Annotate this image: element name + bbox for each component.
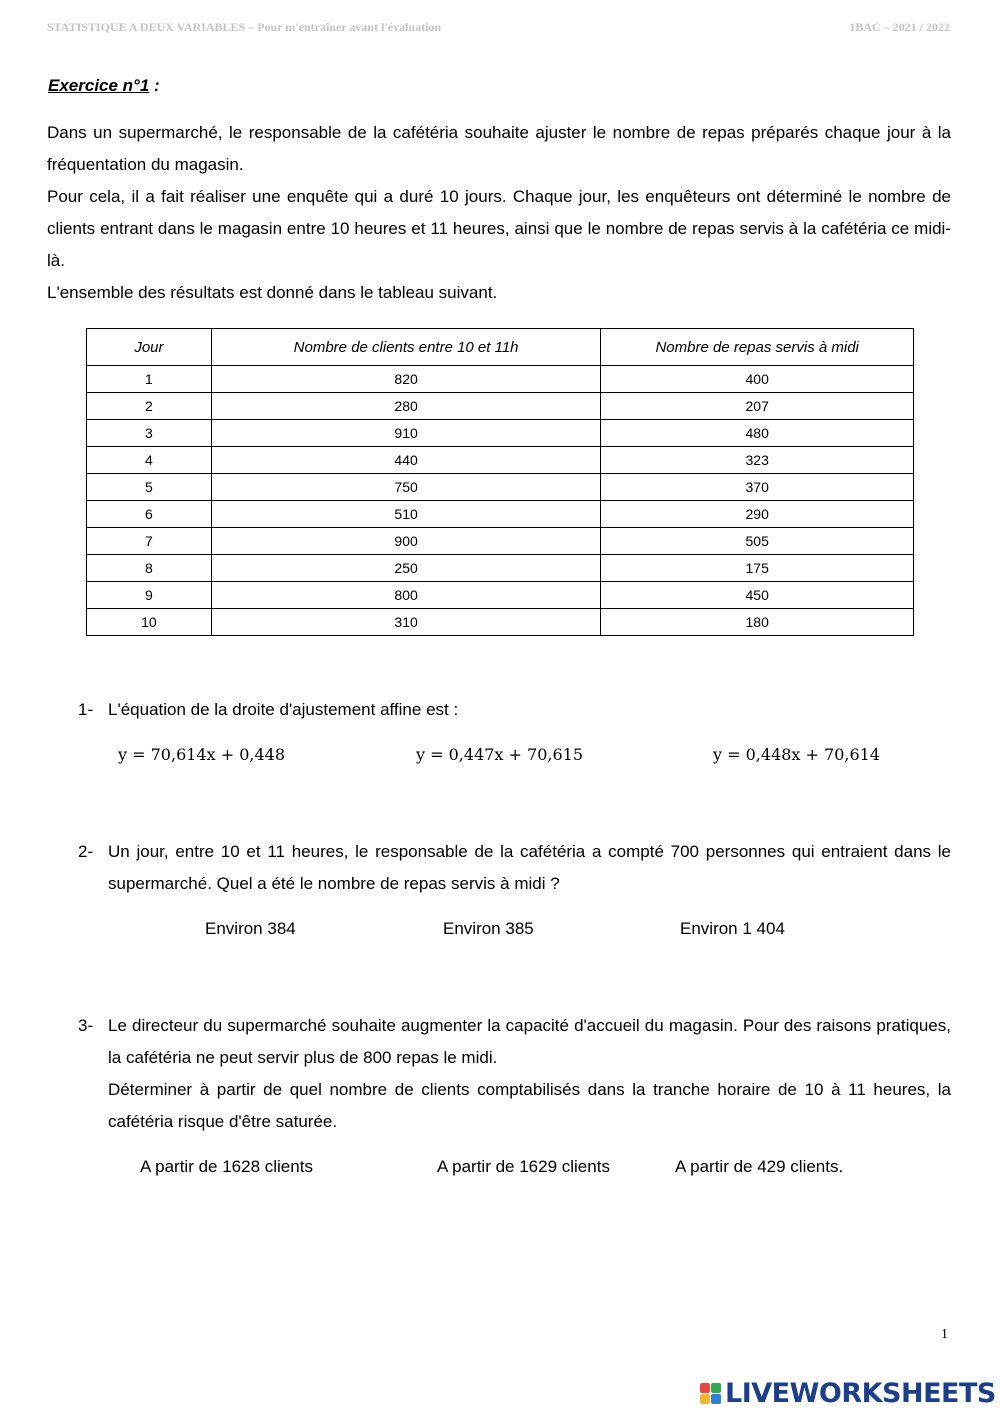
- paragraph-1: Dans un supermarché, le responsable de la cafétéria souhaite ajuster le nombre de repas préparés chaque jour à la fréquentation du magasin.: [47, 123, 951, 174]
- cell-clients: 310: [211, 609, 601, 636]
- table-row: [87, 366, 914, 393]
- cell-jour: 9: [87, 582, 212, 609]
- question-2-number: 2-: [78, 842, 94, 861]
- cell-repas: 505: [601, 528, 914, 555]
- cell-repas: 323: [601, 447, 914, 474]
- question-2-option-1[interactable]: Environ 384: [205, 919, 296, 938]
- cell-clients: 510: [211, 501, 601, 528]
- question-2-option-3[interactable]: Environ 1 404: [680, 919, 785, 938]
- cell-jour: 4: [87, 447, 212, 474]
- question-3-option-3[interactable]: A partir de 429 clients.: [675, 1157, 844, 1176]
- page-number: 1: [941, 1327, 948, 1342]
- table-row: [87, 447, 914, 474]
- table-header-row: [87, 329, 914, 366]
- table-header-repas: Nombre de repas servis à midi: [601, 329, 914, 366]
- cell-jour: 10: [87, 609, 212, 636]
- cell-jour: 1: [87, 366, 212, 393]
- table-row: [87, 528, 914, 555]
- table-row: [87, 582, 914, 609]
- header-right: 1BAC – 2021 / 2022: [849, 20, 950, 34]
- question-1-option-2[interactable]: y = 0,447x + 70,615: [416, 745, 584, 764]
- table-header-jour: Jour: [87, 329, 212, 366]
- cell-jour: 3: [87, 420, 212, 447]
- question-1-number: 1-: [78, 700, 94, 719]
- table-row: [87, 501, 914, 528]
- cell-repas: 400: [601, 366, 914, 393]
- table-row: [87, 420, 914, 447]
- cell-clients: 250: [211, 555, 601, 582]
- table-header-clients: Nombre de clients entre 10 et 11h: [211, 329, 601, 366]
- question-3: [78, 1010, 951, 1138]
- table-row: [87, 474, 914, 501]
- cell-repas: 207: [601, 393, 914, 420]
- logo-square-red: [700, 1383, 710, 1393]
- cell-clients: 280: [211, 393, 601, 420]
- question-2: [78, 836, 951, 900]
- cell-jour: 7: [87, 528, 212, 555]
- exercise-title: Exercice n°1 :: [48, 76, 160, 95]
- question-2-text: Un jour, entre 10 et 11 heures, le responsable de la cafétéria a compté 700 personnes qui entraient dans le supermarché. Quel a été le nombre de repas servis à midi ?: [108, 842, 951, 893]
- question-1-option-3[interactable]: y = 0,448x + 70,614: [713, 745, 881, 764]
- cell-repas: 450: [601, 582, 914, 609]
- question-3-option-2[interactable]: A partir de 1629 clients: [437, 1157, 610, 1176]
- cell-clients: 440: [211, 447, 601, 474]
- question-1: [78, 694, 951, 726]
- liveworksheets-icon: [700, 1383, 721, 1404]
- question-2-option-2[interactable]: Environ 385: [443, 919, 534, 938]
- cell-jour: 6: [87, 501, 212, 528]
- cell-repas: 370: [601, 474, 914, 501]
- liveworksheets-logo-text: LIVEWORKSHEETS: [725, 1377, 996, 1409]
- logo-square-green: [711, 1383, 721, 1393]
- liveworksheets-logo: [700, 1378, 996, 1408]
- data-table: [86, 328, 914, 636]
- cell-repas: 180: [601, 609, 914, 636]
- cell-clients: 910: [211, 420, 601, 447]
- question-3-option-1[interactable]: A partir de 1628 clients: [140, 1157, 313, 1176]
- cell-repas: 290: [601, 501, 914, 528]
- logo-square-yellow: [700, 1394, 710, 1404]
- table-row: [87, 555, 914, 582]
- cell-repas: 175: [601, 555, 914, 582]
- cell-jour: 8: [87, 555, 212, 582]
- cell-jour: 2: [87, 393, 212, 420]
- paragraph-3: L'ensemble des résultats est donné dans le tableau suivant.: [47, 283, 498, 302]
- header-left: STATISTIQUE A DEUX VARIABLES – Pour m'entraîner avant l'évaluation: [47, 20, 442, 34]
- logo-square-blue: [711, 1394, 721, 1404]
- cell-clients: 750: [211, 474, 601, 501]
- cell-clients: 800: [211, 582, 601, 609]
- question-1-text: L'équation de la droite d'ajustement affine est :: [108, 700, 459, 719]
- table-row: [87, 393, 914, 420]
- question-1-option-1[interactable]: y = 70,614x + 0,448: [118, 745, 286, 764]
- cell-jour: 5: [87, 474, 212, 501]
- question-3-text-2: Déterminer à partir de quel nombre de clients comptabilisés dans la tranche horaire de 10 à 11 heures, la cafétéria risque d'être saturée.: [108, 1080, 951, 1131]
- cell-clients: 820: [211, 366, 601, 393]
- cell-clients: 900: [211, 528, 601, 555]
- table-row: [87, 609, 914, 636]
- paragraph-2: Pour cela, il a fait réaliser une enquête qui a duré 10 jours. Chaque jour, les enquêteurs ont déterminé le nombre de clients entrant dans le magasin entre 10 heures et 11 heures, ainsi que le nombre de repas servis à la cafétéria ce midi-là.: [47, 187, 951, 270]
- question-3-text: Le directeur du supermarché souhaite augmenter la capacité d'accueil du magasin. Pour des raisons pratiques, la cafétéria ne peut servir plus de 800 repas le midi.: [108, 1016, 951, 1067]
- cell-repas: 480: [601, 420, 914, 447]
- question-3-number: 3-: [78, 1016, 94, 1035]
